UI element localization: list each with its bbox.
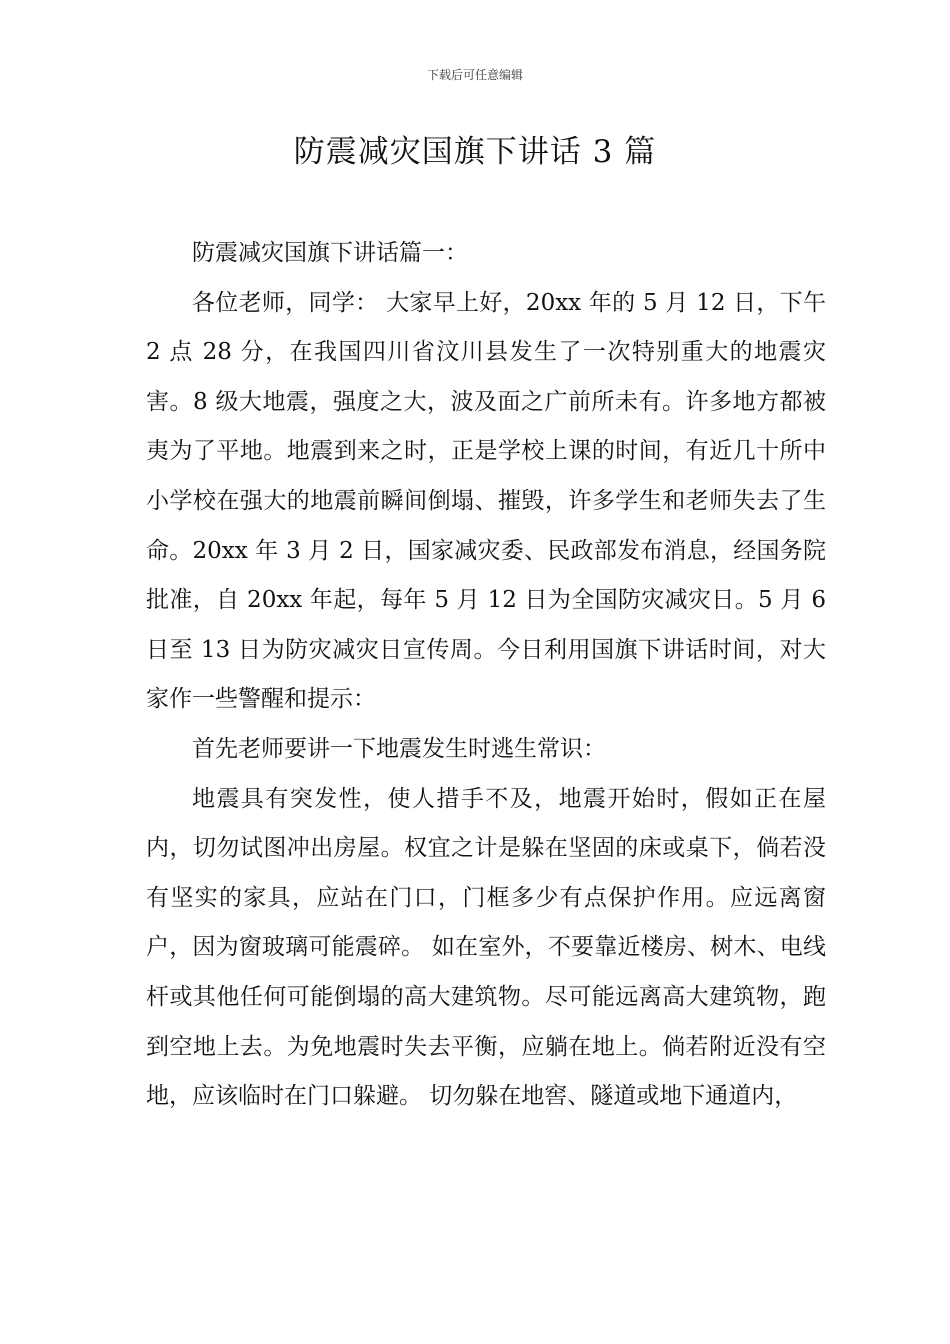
paragraph-section-heading: 防震减灾国旗下讲话篇一： — [192, 240, 468, 266]
paragraph-greeting-and-background: 各位老师，同学： 大家早上好，20xx 年的 5 月 12 日，下午 2 点 28 分，在我国四川省汶川县发生了一次特别重大的地震灾害。8 级大地震，强度之大，波及面之广前所未有。许多地方都被夷为了平地。地震到来之时，正是学校上课的时间，有近几十所中小学校在强大的地震前瞬间倒塌、摧毁，许多学生和老师失去了生命。20xx 年 3 月 2 日，国家减灾委、民政部发布消息，经国务院批准，自 20xx 年起，每年 5 月 12 日为全国防灾减灾日。5 月 6 日至 13 日为防灾减灾日宣传周。今日利用国旗下讲话时间，对大家作一些警醒和提示： — [146, 289, 826, 713]
paragraph-escape-tips: 地震具有突发性，使人措手不及，地震开始时，假如正在屋内，切勿试图冲出房屋。权宜之计是躲在坚固的床或桌下，倘若没有坚实的家具，应站在门口，门框多少有点保护作用。应远离窗户，因为窗玻璃可能震碎。 如在室外，不要靠近楼房、树木、电线杆或其他任何可能倒塌的高大建筑物。尽可能远离高大建筑物，跑到空地上去。为免地震时失去平衡，应躺在地上。倘若附近没有空地，应该临时在门口躲避。 切勿躲在地窖、隧道或地下通道内， — [146, 785, 826, 1110]
document-title: 防震减灾国旗下讲话 3 篇 — [293, 134, 657, 170]
header-note: 下载后可任意编辑 — [426, 68, 523, 82]
document-body — [146, 229, 826, 1122]
paragraph-escape-intro: 首先老师要讲一下地震发生时逃生常识： — [192, 735, 606, 762]
